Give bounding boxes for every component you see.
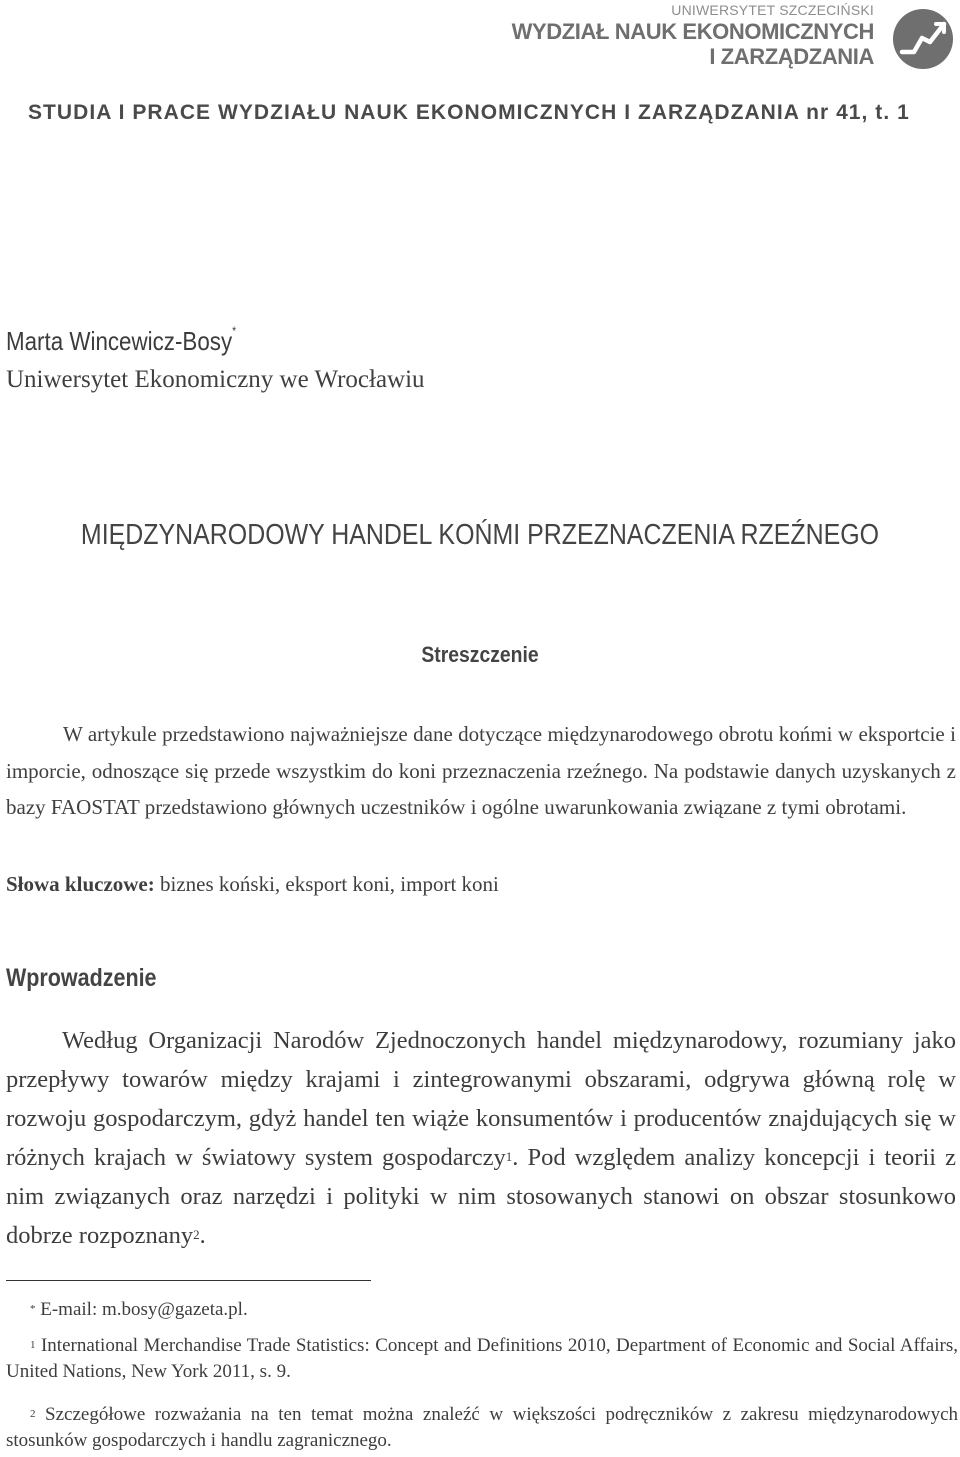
footnote-author-email: [6, 1297, 958, 1323]
intro-text-part2: . Pod względem analizy koncepcji i teorii z nim związanych oraz narzędzi i polityki w nim stosowanych stanowi on obszar stosunkowo dobrze rozpoznany: [6, 1144, 956, 1249]
author-name-text: Marta Wincewicz-Bosy: [6, 326, 233, 356]
introduction-paragraph: [6, 1021, 956, 1255]
footnote-1: [6, 1333, 958, 1385]
university-name: UNIWERSYTET SZCZECIŃSKI: [671, 2, 874, 18]
section-heading-introduction: Wprowadzenie: [6, 964, 157, 992]
author-name: [6, 326, 236, 357]
article-title: MIĘDZYNARODOWY HANDEL KOŃMI PRZEZNACZENIA RZEŹNEGO: [80, 519, 880, 551]
footnote-mark: 2: [30, 1408, 36, 1420]
footnote-divider: [6, 1280, 371, 1281]
footnote-text: Szczegółowe rozważania na ten temat można znaleźć w większości podręczników z zakresu międzynarodowych stosunków gospodarczych i handlu zagranicznego.: [6, 1404, 958, 1451]
author-affiliation: Uniwersytet Ekonomiczny we Wrocławiu: [6, 366, 425, 393]
intro-text-part1: Według Organizacji Narodów Zjednoczonych handel międzynarodowy, rozumiany jako przepływy towarów między krajami i zintegrowanymi obszarami, odgrywa główną rolę w rozwoju gospodarczym, gdyż handel ten wiąże konsumentów i producentów znajdujących się w różnych krajach w światowy system gospodarczy: [6, 1027, 956, 1171]
keywords: [6, 872, 499, 897]
footnote-2: [6, 1402, 958, 1454]
abstract-heading: Streszczenie: [421, 642, 539, 667]
footnote-text: International Merchandise Trade Statistics: Concept and Definitions 2010, Department of Economic and Social Affairs, United Nations, New York 2011, s. 9.: [6, 1335, 958, 1382]
abstract-text: W artykule przedstawiono najważniejsze dane dotyczące międzynarodowego obrotu końmi w eksportcie i imporcie, odnoszące się przede wszystkim do koni przeznaczenia rzeźnego. Na podstawie danych uzyskanych z bazy FAOSTAT przedstawiono głównych uczestników i ogólne uwarunkowania związane z tymi obrotami.: [6, 722, 956, 819]
author-footnote-mark: *: [232, 324, 237, 338]
keywords-label: Słowa kluczowe:: [6, 872, 155, 896]
faculty-name-line2: I ZARZĄDZANIA: [709, 44, 874, 69]
footnote-ref-2: 2: [193, 1227, 200, 1242]
footnote-text: E-mail: m.bosy@gazeta.pl.: [35, 1299, 248, 1320]
footnote-ref-1: 1: [505, 1149, 513, 1164]
footnote-mark: *: [30, 1303, 36, 1315]
faculty-name-line1: WYDZIAŁ NAUK EKONOMICZNYCH: [511, 19, 874, 44]
keywords-value: biznes koński, eksport koni, import koni: [154, 872, 499, 896]
footnote-mark: 1: [30, 1339, 36, 1351]
rising-line-logo-icon: [892, 8, 954, 70]
intro-text-part3: .: [199, 1222, 206, 1249]
journal-series-title: STUDIA I PRACE WYDZIAŁU NAUK EKONOMICZNYCH I ZARZĄDZANIA nr 41, t. 1: [28, 101, 910, 124]
faculty-logo: [511, 2, 956, 72]
